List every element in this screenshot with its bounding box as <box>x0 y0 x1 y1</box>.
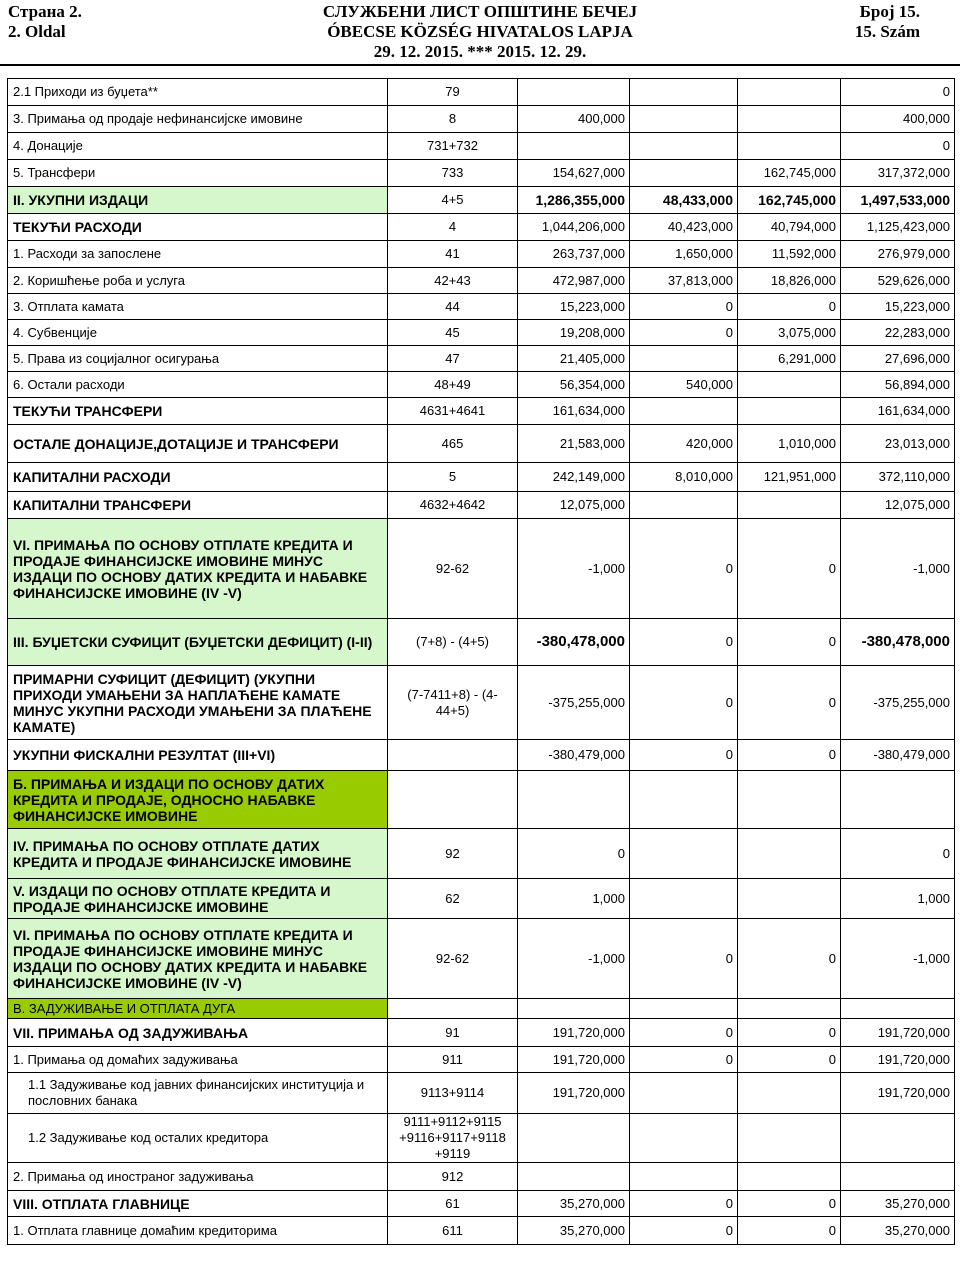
row-label: 2. Примања од иностраног задуживања <box>8 1163 388 1191</box>
row-value-1 <box>518 771 630 829</box>
table-row <box>8 346 955 372</box>
row-value-total <box>841 771 955 829</box>
row-label: VII. ПРИМАЊА ОД ЗАДУЖИВАЊА <box>8 1019 388 1047</box>
row-value-total: 191,720,000 <box>841 1019 955 1047</box>
row-value-1: 191,720,000 <box>518 1019 630 1047</box>
row-value-2: 0 <box>630 666 738 740</box>
row-value-total: 529,626,000 <box>841 268 955 294</box>
table-row <box>8 463 955 492</box>
row-value-3 <box>738 106 841 133</box>
row-value-total: 161,634,000 <box>841 398 955 425</box>
row-code: 912 <box>388 1163 518 1191</box>
row-value-2 <box>630 346 738 372</box>
row-value-total: -1,000 <box>841 919 955 999</box>
row-value-2: 540,000 <box>630 372 738 398</box>
row-value-3 <box>738 398 841 425</box>
header-center <box>0 2 960 62</box>
row-value-total: 0 <box>841 79 955 106</box>
row-value-1 <box>518 133 630 160</box>
row-value-2: 0 <box>630 1217 738 1245</box>
row-code: 61 <box>388 1191 518 1217</box>
row-value-2 <box>630 398 738 425</box>
header-divider <box>0 64 960 66</box>
table-row <box>8 740 955 771</box>
row-value-3 <box>738 79 841 106</box>
row-value-2: 0 <box>630 1047 738 1073</box>
issue-number-hu: 15. Szám <box>854 22 920 41</box>
row-code: 5 <box>388 463 518 492</box>
row-label: 1.2 Задуживање код осталих кредитора <box>8 1114 388 1163</box>
row-value-1: -1,000 <box>518 919 630 999</box>
row-value-1: 1,044,206,000 <box>518 214 630 241</box>
row-value-2 <box>630 771 738 829</box>
row-value-3: 40,794,000 <box>738 214 841 241</box>
row-value-3: 0 <box>738 740 841 771</box>
row-label: ПРИМАРНИ СУФИЦИТ (ДЕФИЦИТ) (УКУПНИ ПРИХОДИ УМАЊЕНИ ЗА НАПЛАЋЕНЕ КАМАТЕ МИНУС УКУПНИ РАСХОДИ УМАЊЕНИ ЗА ПЛАЋЕНЕ КАМАТЕ) <box>8 666 388 740</box>
row-value-2 <box>630 492 738 519</box>
row-code: 41 <box>388 241 518 268</box>
issue-number-sr: Број 15. <box>859 2 920 21</box>
publication-date: 29. 12. 2015. *** 2015. 12. 29. <box>373 42 587 61</box>
row-value-2: 0 <box>630 294 738 320</box>
row-value-1: 191,720,000 <box>518 1073 630 1114</box>
table-row <box>8 214 955 241</box>
row-code: 92 <box>388 829 518 879</box>
header-right <box>855 2 920 42</box>
row-value-3: 18,826,000 <box>738 268 841 294</box>
row-code: 92-62 <box>388 919 518 999</box>
row-value-3: 0 <box>738 1019 841 1047</box>
row-label: 5. Трансфери <box>8 160 388 187</box>
row-value-total <box>841 999 955 1019</box>
row-value-total <box>841 1163 955 1191</box>
row-label: VIII. ОТПЛАТА ГЛАВНИЦЕ <box>8 1191 388 1217</box>
row-value-2 <box>630 1073 738 1114</box>
row-label: VI. ПРИМАЊА ПО ОСНОВУ ОТПЛАТЕ КРЕДИТА И ПРОДАЈЕ ФИНАНСИЈСКЕ ИМОВИНЕ МИНУС ИЗДАЦИ ПО ОСНОВУ ДАТИХ КРЕДИТА И НАБАВКЕ ФИНАНСИЈСКЕ ИМОВИНЕ (IV -V) <box>8 519 388 619</box>
row-value-1 <box>518 1163 630 1191</box>
row-code: 733 <box>388 160 518 187</box>
row-value-1: 242,149,000 <box>518 463 630 492</box>
row-value-total <box>841 1114 955 1163</box>
row-value-total: -380,479,000 <box>841 740 955 771</box>
table-row <box>8 919 955 999</box>
row-value-2 <box>630 999 738 1019</box>
row-value-3: 0 <box>738 1217 841 1245</box>
row-label: IV. ПРИМАЊА ПО ОСНОВУ ОТПЛАТЕ ДАТИХ КРЕДИТА И ПРОДАЈЕ ФИНАНСИЈСКЕ ИМОВИНЕ <box>8 829 388 879</box>
page-number-sr: Страна 2. <box>8 2 82 21</box>
row-code: 45 <box>388 320 518 346</box>
row-value-3: 0 <box>738 294 841 320</box>
row-value-total: 276,979,000 <box>841 241 955 268</box>
row-code: 4 <box>388 214 518 241</box>
row-value-3 <box>738 999 841 1019</box>
row-code: 62 <box>388 879 518 919</box>
row-value-2 <box>630 106 738 133</box>
row-value-2 <box>630 1163 738 1191</box>
row-value-3: 0 <box>738 619 841 666</box>
row-value-3: 121,951,000 <box>738 463 841 492</box>
row-value-1: 35,270,000 <box>518 1217 630 1245</box>
row-value-2 <box>630 79 738 106</box>
table-row <box>8 187 955 214</box>
row-value-2: 48,433,000 <box>630 187 738 214</box>
row-value-1: 191,720,000 <box>518 1047 630 1073</box>
table-row <box>8 294 955 320</box>
row-value-1: 21,583,000 <box>518 425 630 463</box>
row-value-1: 19,208,000 <box>518 320 630 346</box>
row-code: 611 <box>388 1217 518 1245</box>
row-value-3 <box>738 133 841 160</box>
row-value-3: 0 <box>738 519 841 619</box>
row-value-1: 21,405,000 <box>518 346 630 372</box>
table-row <box>8 1191 955 1217</box>
table-row <box>8 79 955 106</box>
row-label: ТЕКУЋИ РАСХОДИ <box>8 214 388 241</box>
table-row <box>8 1047 955 1073</box>
row-code: 79 <box>388 79 518 106</box>
row-label: 1. Примања од домаћих задуживања <box>8 1047 388 1073</box>
row-code: 4+5 <box>388 187 518 214</box>
row-code <box>388 999 518 1019</box>
row-code <box>388 740 518 771</box>
row-value-total: 372,110,000 <box>841 463 955 492</box>
row-value-total: 23,013,000 <box>841 425 955 463</box>
row-code: 92-62 <box>388 519 518 619</box>
row-value-3 <box>738 879 841 919</box>
row-value-1: -375,255,000 <box>518 666 630 740</box>
table-row <box>8 320 955 346</box>
row-label: Б. ПРИМАЊА И ИЗДАЦИ ПО ОСНОВУ ДАТИХ КРЕДИТА И ПРОДАЈЕ, ОДНОСНО НАБАВКЕ ФИНАНСИЈСКЕ ИМОВИНЕ <box>8 771 388 829</box>
row-label: КАПИТАЛНИ ТРАНСФЕРИ <box>8 492 388 519</box>
row-value-2: 8,010,000 <box>630 463 738 492</box>
row-label: 2. Коришћење роба и услуга <box>8 268 388 294</box>
row-value-3: 3,075,000 <box>738 320 841 346</box>
row-value-total: 191,720,000 <box>841 1047 955 1073</box>
row-code: 9111+9112+9115 +9116+9117+9118 +9119 <box>388 1114 518 1163</box>
row-value-total: 191,720,000 <box>841 1073 955 1114</box>
row-value-2 <box>630 160 738 187</box>
row-code: 9113+9114 <box>388 1073 518 1114</box>
table-row <box>8 1019 955 1047</box>
row-value-2 <box>630 829 738 879</box>
row-code: 91 <box>388 1019 518 1047</box>
row-value-total: -380,478,000 <box>841 619 955 666</box>
row-code: 4632+4642 <box>388 492 518 519</box>
row-label: ОСТАЛЕ ДОНАЦИЈЕ,ДОТАЦИЈЕ И ТРАНСФЕРИ <box>8 425 388 463</box>
row-value-total: 15,223,000 <box>841 294 955 320</box>
table-row <box>8 519 955 619</box>
table-row <box>8 771 955 829</box>
row-value-2: 0 <box>630 1191 738 1217</box>
row-label: КАПИТАЛНИ РАСХОДИ <box>8 463 388 492</box>
row-value-1: -1,000 <box>518 519 630 619</box>
row-value-1: -380,478,000 <box>518 619 630 666</box>
row-value-1: 154,627,000 <box>518 160 630 187</box>
table-row <box>8 666 955 740</box>
row-code: 8 <box>388 106 518 133</box>
row-label: В. ЗАДУЖИВАЊЕ И ОТПЛАТА ДУГА <box>8 999 388 1019</box>
row-value-1: 400,000 <box>518 106 630 133</box>
table-row <box>8 1073 955 1114</box>
row-value-total: 56,894,000 <box>841 372 955 398</box>
row-value-2 <box>630 879 738 919</box>
table-row <box>8 829 955 879</box>
row-value-total: 27,696,000 <box>841 346 955 372</box>
table-row <box>8 398 955 425</box>
journal-title-hu: ÓBECSE KÖZSÉG HIVATALOS LAPJA <box>327 22 633 41</box>
table-row <box>8 999 955 1019</box>
row-value-1 <box>518 999 630 1019</box>
row-value-total: -375,255,000 <box>841 666 955 740</box>
table-row <box>8 160 955 187</box>
table-row <box>8 268 955 294</box>
row-code: 465 <box>388 425 518 463</box>
row-value-2: 0 <box>630 919 738 999</box>
row-label: 1. Отплата главнице домаћим кредиторима <box>8 1217 388 1245</box>
row-value-1: 12,075,000 <box>518 492 630 519</box>
table-row <box>8 106 955 133</box>
row-value-3 <box>738 1073 841 1114</box>
row-label: 1.1 Задуживање код јавних финансијских институција и пословних банака <box>8 1073 388 1114</box>
row-label: III. БУЏЕТСКИ СУФИЦИТ (БУЏЕТСКИ ДЕФИЦИТ) (I-II) <box>8 619 388 666</box>
row-code: 48+49 <box>388 372 518 398</box>
row-label: 2.1 Приходи из буџета** <box>8 79 388 106</box>
row-value-2: 37,813,000 <box>630 268 738 294</box>
row-value-3 <box>738 372 841 398</box>
table-row <box>8 1163 955 1191</box>
row-value-1: 0 <box>518 829 630 879</box>
row-value-total: 35,270,000 <box>841 1191 955 1217</box>
row-value-total: 35,270,000 <box>841 1217 955 1245</box>
row-value-total: 1,125,423,000 <box>841 214 955 241</box>
row-value-3: 11,592,000 <box>738 241 841 268</box>
journal-title-sr: СЛУЖБЕНИ ЛИСТ ОПШТИНЕ БЕЧЕЈ <box>322 2 638 21</box>
row-code: (7+8) - (4+5) <box>388 619 518 666</box>
row-value-3: 1,010,000 <box>738 425 841 463</box>
row-value-total: 1,497,533,000 <box>841 187 955 214</box>
row-value-2: 0 <box>630 619 738 666</box>
row-value-2: 0 <box>630 320 738 346</box>
row-value-3 <box>738 492 841 519</box>
table-row <box>8 879 955 919</box>
row-value-total: 12,075,000 <box>841 492 955 519</box>
row-value-3 <box>738 1163 841 1191</box>
row-label: 4. Донације <box>8 133 388 160</box>
row-label: II. УКУПНИ ИЗДАЦИ <box>8 187 388 214</box>
row-value-2: 0 <box>630 740 738 771</box>
row-value-2: 0 <box>630 1019 738 1047</box>
row-value-1: 161,634,000 <box>518 398 630 425</box>
row-value-total: 400,000 <box>841 106 955 133</box>
row-value-1: 15,223,000 <box>518 294 630 320</box>
row-label: VI. ПРИМАЊА ПО ОСНОВУ ОТПЛАТЕ КРЕДИТА И ПРОДАЈЕ ФИНАНСИЈСКЕ ИМОВИНЕ МИНУС ИЗДАЦИ ПО ОСНОВУ ДАТИХ КРЕДИТА И НАБАВКЕ ФИНАНСИЈСКЕ ИМОВИНЕ (IV -V) <box>8 919 388 999</box>
row-value-1: 1,000 <box>518 879 630 919</box>
table-row <box>8 133 955 160</box>
row-value-2 <box>630 133 738 160</box>
row-label: V. ИЗДАЦИ ПО ОСНОВУ ОТПЛАТЕ КРЕДИТА И ПРОДАЈЕ ФИНАНСИЈСКЕ ИМОВИНЕ <box>8 879 388 919</box>
table-row <box>8 619 955 666</box>
row-code: 731+732 <box>388 133 518 160</box>
row-value-total: 317,372,000 <box>841 160 955 187</box>
row-value-2 <box>630 1114 738 1163</box>
row-value-3 <box>738 1114 841 1163</box>
row-value-1: 472,987,000 <box>518 268 630 294</box>
row-code: 44 <box>388 294 518 320</box>
row-value-3: 0 <box>738 919 841 999</box>
row-value-3: 162,745,000 <box>738 187 841 214</box>
row-code: 911 <box>388 1047 518 1073</box>
row-value-1: 1,286,355,000 <box>518 187 630 214</box>
row-value-3: 0 <box>738 1047 841 1073</box>
row-value-2: 420,000 <box>630 425 738 463</box>
row-code: 4631+4641 <box>388 398 518 425</box>
page-number-hu: 2. Oldal <box>8 22 66 41</box>
row-value-total: 22,283,000 <box>841 320 955 346</box>
row-code <box>388 771 518 829</box>
row-code: 47 <box>388 346 518 372</box>
budget-table <box>7 78 955 1245</box>
row-value-1: 56,354,000 <box>518 372 630 398</box>
row-value-total: 0 <box>841 133 955 160</box>
row-label: 5. Права из социјалног осигурања <box>8 346 388 372</box>
row-label: 3. Отплата камата <box>8 294 388 320</box>
row-value-1 <box>518 1114 630 1163</box>
row-label: 3. Примања од продаје нефинансијске имовине <box>8 106 388 133</box>
row-value-3: 6,291,000 <box>738 346 841 372</box>
row-label: УКУПНИ ФИСКАЛНИ РЕЗУЛТАТ (III+VI) <box>8 740 388 771</box>
row-label: 4. Субвенције <box>8 320 388 346</box>
table-row <box>8 241 955 268</box>
row-value-3: 0 <box>738 666 841 740</box>
row-value-1: -380,479,000 <box>518 740 630 771</box>
row-value-3: 0 <box>738 1191 841 1217</box>
row-value-2: 40,423,000 <box>630 214 738 241</box>
row-value-total: 0 <box>841 829 955 879</box>
row-label: 1. Расходи за запослене <box>8 241 388 268</box>
row-value-2: 0 <box>630 519 738 619</box>
table-row <box>8 1217 955 1245</box>
table-row <box>8 372 955 398</box>
row-value-3 <box>738 771 841 829</box>
row-value-total: -1,000 <box>841 519 955 619</box>
row-value-1: 263,737,000 <box>518 241 630 268</box>
table-row <box>8 1114 955 1163</box>
table-row <box>8 492 955 519</box>
row-code: (7-7411+8) - (4-44+5) <box>388 666 518 740</box>
row-code: 42+43 <box>388 268 518 294</box>
table-row <box>8 425 955 463</box>
row-value-1: 35,270,000 <box>518 1191 630 1217</box>
row-value-1 <box>518 79 630 106</box>
row-value-3 <box>738 829 841 879</box>
row-value-3: 162,745,000 <box>738 160 841 187</box>
row-label: ТЕКУЋИ ТРАНСФЕРИ <box>8 398 388 425</box>
row-label: 6. Остали расходи <box>8 372 388 398</box>
row-value-total: 1,000 <box>841 879 955 919</box>
row-value-2: 1,650,000 <box>630 241 738 268</box>
